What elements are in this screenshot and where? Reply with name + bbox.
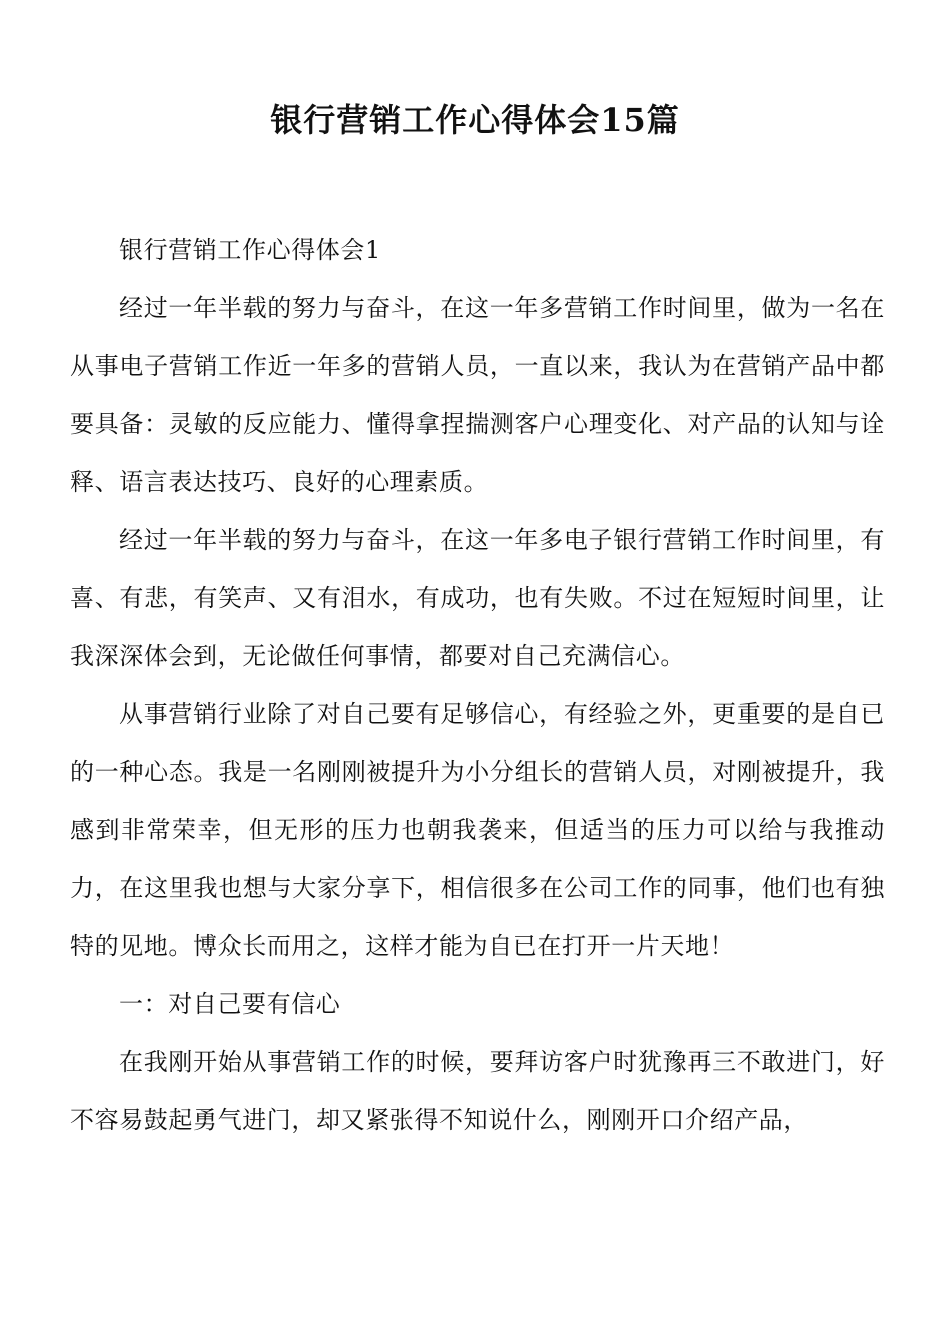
paragraph-4: 在我刚开始从事营销工作的时候，要拜访客户时犹豫再三不敢进门，好不容易鼓起勇气进门，却又紧张得不知说什么，刚刚开口介绍产品， [70, 1048, 885, 1134]
document-title: 银行营销工作心得体会15篇 [270, 101, 680, 139]
subheading-confidence: 一：对自己要有信心 [119, 990, 341, 1018]
paragraph-2: 经过一年半载的努力与奋斗，在这一年多电子银行营销工作时间里，有喜、有悲，有笑声、又有泪水，有成功，也有失败。不过在短短时间里，让我深深体会到，无论做任何事情，都要对自己充满信心。 [70, 526, 885, 670]
document-body [70, 221, 885, 1149]
paragraph-3: 从事营销行业除了对自己要有足够信心，有经验之外，更重要的是自已的一种心态。我是一名刚刚被提升为小分组长的营销人员，对刚被提升，我感到非常荣幸，但无形的压力也朝我袭来，但适当的压力可以给与我推动力，在这里我也想与大家分享下，相信很多在公司工作的同事，他们也有独特的见地。博众长而用之，这样才能为自已在打开一片天地！ [70, 700, 885, 960]
section-heading-1: 银行营销工作心得体会1 [119, 236, 381, 264]
paragraph-1: 经过一年半载的努力与奋斗，在这一年多营销工作时间里，做为一名在从事电子营销工作近一年多的营销人员，一直以来，我认为在营销产品中都要具备：灵敏的反应能力、懂得拿捏揣测客户心理变化、对产品的认知与诠释、语言表达技巧、良好的心理素质。 [70, 294, 885, 496]
